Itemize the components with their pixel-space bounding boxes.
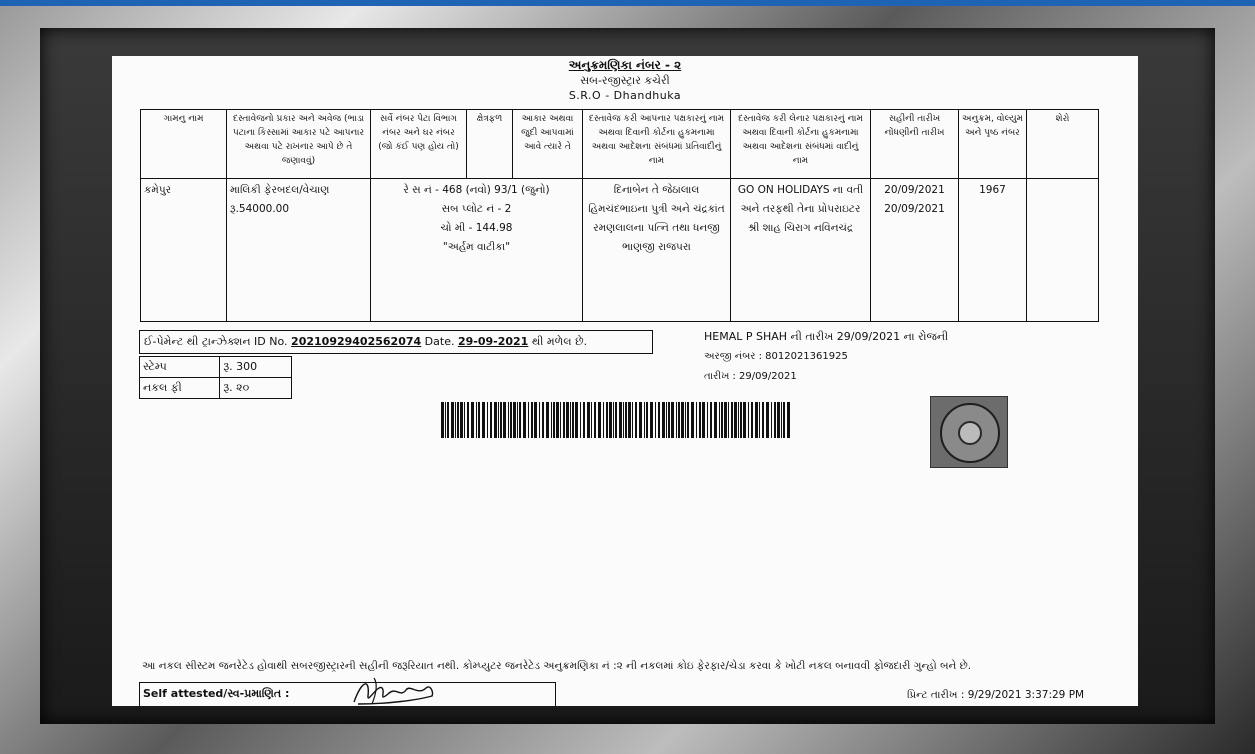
barcode-bar bbox=[696, 402, 697, 438]
barcode-bar bbox=[743, 402, 746, 438]
barcode-bar bbox=[771, 402, 772, 438]
barcode-bar bbox=[681, 402, 684, 438]
barcode-bar bbox=[556, 402, 559, 438]
barcode-bar bbox=[662, 402, 665, 438]
cell-dates bbox=[871, 179, 959, 322]
barcode-bar bbox=[676, 402, 677, 438]
barcode-bar bbox=[517, 402, 518, 438]
barcode-bar bbox=[678, 402, 680, 438]
barcode-bar bbox=[728, 402, 729, 438]
cell-executant: દિનાબેન તે જેઠાલાલ હિમચંદભાઇના પુત્રી અને ચંદ્રકાંત રમણલાલના પત્નિ તથા ધનજી ભાણજી રાજપરા bbox=[583, 179, 731, 322]
barcode-bar bbox=[714, 402, 717, 438]
barcode-bar bbox=[508, 402, 509, 438]
cell-claimant: GO ON HOLIDAYS ના વતી અને તરફથી તેના પ્રોપરાઇટર શ્રી શાહ ચિરાગ નવિનચંદ્ર bbox=[731, 179, 871, 322]
col-serial: અનુક્રમ, વોલ્યુમ અને પૃષ્ઠ નંબર bbox=[959, 110, 1027, 179]
barcode-bar bbox=[666, 402, 667, 438]
barcode-bar bbox=[606, 402, 608, 438]
barcode-bar bbox=[777, 402, 780, 438]
fee-amount: રૂ. ૨૦ bbox=[220, 378, 292, 399]
barcode-image bbox=[441, 402, 791, 438]
survey-line: રે સ નં - 468 (નવો) 93/1 (જુનો) bbox=[403, 184, 550, 196]
barcode-bar bbox=[613, 402, 614, 438]
barcode-bar bbox=[534, 402, 537, 438]
barcode-bar bbox=[464, 402, 465, 438]
barcode-bar bbox=[471, 402, 474, 438]
col-area: ક્ષેત્રફળ bbox=[467, 110, 513, 179]
barcode-bar bbox=[668, 402, 670, 438]
index-title: અનુક્રમણિકા નંબર - ૨ bbox=[568, 58, 682, 72]
reg-date: 20/09/2021 bbox=[884, 203, 945, 215]
barcode-bar bbox=[563, 402, 565, 438]
fee-amount: રૂ. 300 bbox=[220, 357, 292, 378]
fee-row bbox=[140, 357, 292, 378]
transaction-id: 20210929402562074 bbox=[291, 335, 422, 348]
barcode-bar bbox=[755, 402, 758, 438]
barcode-bar bbox=[591, 402, 592, 438]
barcode-bar bbox=[719, 402, 720, 438]
payment-suffix: થી મળેલ છે. bbox=[531, 335, 588, 348]
col-remarks: શેરો bbox=[1027, 110, 1099, 179]
barcode-bar bbox=[531, 402, 533, 438]
col-doc-type: દસ્તાવેજનો પ્રકાર અને અવેજ (ભાડા પટાના કિસ્સામાં આકાર પટે આપનાર અથવા પટે રાખનાર આપે છે તે જણાવવું) bbox=[227, 110, 371, 179]
barcode-bar bbox=[687, 402, 689, 438]
barcode-bar bbox=[500, 402, 502, 438]
col-survey: સર્વે નંબર પેટા વિભાગ નંબર અને ઘર નંબર (જો કંઈ પણ હોય તો) bbox=[371, 110, 467, 179]
cell-survey bbox=[371, 179, 583, 322]
barcode-bar bbox=[710, 402, 712, 438]
barcode-bar bbox=[734, 402, 737, 438]
office-seal bbox=[930, 396, 1008, 468]
barcode-bar bbox=[609, 402, 612, 438]
barcode-bar bbox=[691, 402, 694, 438]
sign-date: 20/09/2021 bbox=[884, 184, 945, 196]
fee-row bbox=[140, 378, 292, 399]
barcode-bar bbox=[441, 402, 444, 438]
barcode-bar bbox=[494, 402, 497, 438]
barcode-bar bbox=[740, 402, 742, 438]
barcode-bar bbox=[583, 402, 585, 438]
barcode-bar bbox=[699, 402, 701, 438]
barcode-bar bbox=[598, 402, 601, 438]
barcode-bar bbox=[447, 402, 449, 438]
self-attested-box: Self attested/સ્વ-પ્રમાણિત : bbox=[139, 682, 556, 706]
holder-text: HEMAL P SHAH ની તારીખ 29/09/2021 ના રોજની bbox=[704, 330, 949, 343]
disclaimer-note: આ નકલ સીસ્ટમ જનરેટેડ હોવાથી સબરજીસ્ટ્રારની સહીની જરૂરિયાત નથી. કોમ્પ્યુટર જનરેટેડ અનુક્રમણિકા નં :૨ ની નકલમાં કોઇ ફેરફાર/ચેડા કરવા કે ખોટી નકલ બનાવવી ફોજદારી ગુન્હો બને છે. bbox=[142, 660, 972, 672]
barcode-bar bbox=[639, 402, 642, 438]
barcode-bar bbox=[632, 402, 633, 438]
doc-value-text: રૂ.54000.00 bbox=[230, 203, 290, 215]
barcode-bar bbox=[731, 402, 733, 438]
barcode-bar bbox=[482, 402, 485, 438]
barcode-bar bbox=[762, 402, 764, 438]
barcode-bar bbox=[460, 402, 463, 438]
barcode-bar bbox=[781, 402, 782, 438]
payment-date-label: Date. bbox=[424, 335, 455, 348]
survey-line: ચો મી - 144.98 bbox=[440, 222, 513, 234]
barcode-bar bbox=[646, 402, 648, 438]
table-header-row bbox=[141, 110, 1099, 179]
barcode-bar bbox=[655, 402, 656, 438]
col-dates: સહીની તારીખ નોંધણીની તારીખ bbox=[871, 110, 959, 179]
barcode-bar bbox=[721, 402, 723, 438]
barcode-bar bbox=[528, 402, 529, 438]
barcode-bar bbox=[478, 402, 480, 438]
survey-line: સબ પ્લોટ નં - 2 bbox=[441, 203, 512, 215]
sro-name: S.R.O - Dhandhuka bbox=[568, 89, 682, 102]
barcode-bar bbox=[635, 402, 637, 438]
barcode-bar bbox=[594, 402, 596, 438]
barcode-bar bbox=[476, 402, 477, 438]
cell-remarks bbox=[1027, 179, 1099, 322]
cell-serial: 1967 bbox=[959, 179, 1027, 322]
cell-doc-type bbox=[227, 179, 371, 322]
barcode-bar bbox=[580, 402, 581, 438]
col-claimant: દસ્તાવેજ કરી લેનાર પક્ષકારનું નામ અથવા દિવાની કોર્ટના હુકમનામા અથવા આદેશના સંબંધમાં વાદીનું નામ bbox=[731, 110, 871, 179]
barcode-bar bbox=[490, 402, 492, 438]
barcode-bar bbox=[542, 402, 544, 438]
barcode-bar bbox=[553, 402, 555, 438]
barcode-bar bbox=[685, 402, 686, 438]
barcode-bar bbox=[650, 402, 653, 438]
barcode-bar bbox=[510, 402, 512, 438]
barcode-bar bbox=[566, 402, 569, 438]
e-payment-box bbox=[139, 330, 653, 354]
barcode-bar bbox=[451, 402, 454, 438]
barcode-bar bbox=[570, 402, 571, 438]
barcode-bar bbox=[623, 402, 624, 438]
fee-label: સ્ટેમ્પ bbox=[140, 357, 220, 378]
doc-type-text: માલિકી ફેરબદલ/વેચાણ bbox=[230, 184, 330, 196]
barcode-bar bbox=[787, 402, 790, 438]
registration-table bbox=[140, 109, 1099, 322]
barcode-bar bbox=[759, 402, 760, 438]
col-executant: દસ્તાવેજ કરી આપનાર પક્ષકારનું નામ અથવા દિવાની કોર્ટના હુકમનામા અથવા આદેશના સંબંધમાં પ્રતિવાદીનું નામ bbox=[583, 110, 731, 179]
payment-date: 29-09-2021 bbox=[457, 335, 529, 348]
table-row bbox=[141, 179, 1099, 322]
col-village: ગામનુ નામ bbox=[141, 110, 227, 179]
barcode-bar bbox=[783, 402, 785, 438]
col-assessment: આકાર અથવા જુદી આપવામાં આવે ત્યારે તે bbox=[513, 110, 583, 179]
barcode-bar bbox=[724, 402, 727, 438]
seal-ring bbox=[940, 403, 1000, 463]
barcode-bar bbox=[519, 402, 521, 438]
barcode-bar bbox=[751, 402, 753, 438]
barcode-bar bbox=[738, 402, 739, 438]
barcode-bar bbox=[575, 402, 578, 438]
application-date: તારીખ : 29/09/2021 bbox=[704, 371, 797, 382]
seal-emblem bbox=[958, 421, 982, 445]
barcode-bar bbox=[702, 402, 705, 438]
barcode-bar bbox=[551, 402, 552, 438]
barcode-bar bbox=[766, 402, 769, 438]
document-page bbox=[112, 56, 1138, 706]
barcode-bar bbox=[560, 402, 561, 438]
barcode-bar bbox=[513, 402, 516, 438]
barcode-bar bbox=[523, 402, 526, 438]
barcode-bar bbox=[644, 402, 645, 438]
barcode-bar bbox=[628, 402, 631, 438]
print-date: પ્રિન્ટ તારીખ : 9/29/2021 3:37:29 PM bbox=[907, 689, 1085, 701]
barcode-bar bbox=[774, 402, 776, 438]
application-number: અરજી નંબર : 8012021361925 bbox=[704, 351, 848, 362]
survey-line: "અર્હમ વાટીકા" bbox=[442, 241, 511, 253]
barcode-bar bbox=[658, 402, 660, 438]
cell-village: કમેપુર bbox=[141, 179, 227, 322]
barcode-bar bbox=[603, 402, 604, 438]
barcode-bar bbox=[487, 402, 488, 438]
barcode-bar bbox=[503, 402, 506, 438]
barcode-bar bbox=[572, 402, 574, 438]
barcode-bar bbox=[445, 402, 446, 438]
office-name: સબ-રજીસ્ટ્રાર કચેરી bbox=[580, 74, 670, 87]
fees-table bbox=[139, 356, 292, 399]
signature-image bbox=[348, 674, 438, 706]
barcode-bar bbox=[587, 402, 590, 438]
payment-prefix: ઈ-પેમેન્ટ થી ટ્રાન્ઝેક્શન ID No. bbox=[144, 335, 288, 348]
barcode-bar bbox=[539, 402, 540, 438]
barcode-bar bbox=[457, 402, 459, 438]
barcode-bar bbox=[707, 402, 708, 438]
barcode-bar bbox=[455, 402, 456, 438]
barcode-bar bbox=[748, 402, 749, 438]
barcode-bar bbox=[671, 402, 674, 438]
barcode-bar bbox=[498, 402, 499, 438]
fee-label: નકલ ફી bbox=[140, 378, 220, 399]
barcode-bar bbox=[619, 402, 622, 438]
barcode-bar bbox=[467, 402, 469, 438]
barcode-bar bbox=[546, 402, 549, 438]
barcode-bar bbox=[615, 402, 617, 438]
barcode-bar bbox=[625, 402, 627, 438]
